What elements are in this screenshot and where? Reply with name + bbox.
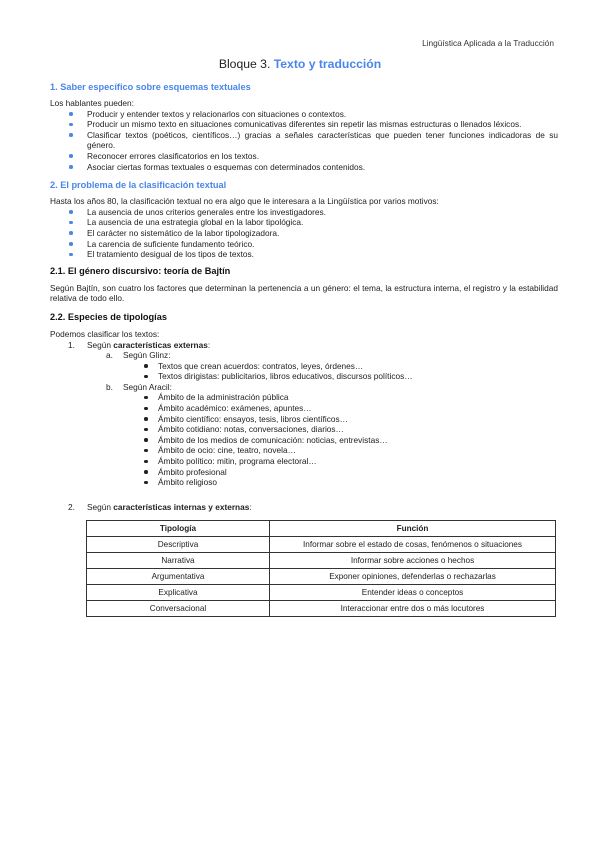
title-prefix: Bloque 3.: [218, 57, 271, 71]
glinz-list: [50, 361, 558, 382]
numbered-item-1: [50, 340, 558, 351]
list-item: Producir y entender textos y relacionarlos con situaciones o contextos.: [50, 109, 558, 120]
list-item: Ámbito cotidiano: notas, conversaciones, diarios…: [50, 424, 558, 435]
table-header-cell: Función: [270, 521, 556, 537]
table-row: [87, 601, 556, 617]
sub-item-letter: b.: [106, 381, 113, 392]
item-prefix: Según: [87, 339, 114, 350]
table-cell: Narrativa: [87, 553, 270, 569]
section-2-2-intro: Podemos clasificar los textos:: [50, 328, 160, 339]
section-2-1: [50, 266, 558, 304]
item-bold: características externas: [113, 339, 208, 350]
list-item: Asociar ciertas formas textuales o esquemas con determinados contenidos.: [50, 162, 558, 173]
section-1-intro: Los hablantes pueden:: [50, 98, 134, 108]
list-item: Ámbito académico: exámenes, apuntes…: [50, 403, 558, 414]
table-cell: Entender ideas o conceptos: [270, 585, 556, 601]
list-item: Textos que crean acuerdos: contratos, leyes, órdenes…: [50, 361, 558, 372]
section-1: [50, 82, 558, 172]
list-item: El tratamiento desigual de los tipos de textos.: [50, 249, 558, 260]
table-cell: Conversacional: [87, 601, 270, 617]
numbered-item-2: [50, 502, 558, 513]
list-item: Ámbito de los medios de comunicación: noticias, entrevistas…: [50, 435, 558, 446]
list-item: Ámbito político: mitin, programa electoral…: [50, 456, 558, 467]
list-item: Textos dirigistas: publicitarios, libros educativos, discursos políticos…: [50, 371, 558, 382]
item-prefix: Según: [87, 501, 114, 512]
document-body: [50, 82, 558, 617]
table-row: [87, 569, 556, 585]
section-2-list: [50, 207, 558, 260]
list-item: La carencia de suficiente fundamento teórico.: [50, 239, 558, 250]
section-2-2-heading: 2.2. Especies de tipologías: [50, 311, 167, 322]
list-item: El carácter no sistemático de la labor tipologizadora.: [50, 228, 558, 239]
sub-item-b: [50, 382, 558, 393]
table-header-row: [87, 521, 556, 537]
list-item: La ausencia de una estrategia global en la labor tipológica.: [50, 217, 558, 228]
aracil-list: [50, 392, 558, 487]
table-cell: Interaccionar entre dos o más locutores: [270, 601, 556, 617]
item-suffix: :: [207, 339, 211, 350]
section-2-intro: Hasta los años 80, la clasificación textual no era algo que le interesara a la Lingüística por varios motivos:: [50, 196, 439, 207]
item-suffix: :: [249, 501, 252, 512]
sub-item-label: Según Aracil:: [123, 381, 172, 392]
item-number: 1.: [68, 339, 75, 350]
sub-item-a: [50, 350, 558, 361]
table-cell: Descriptiva: [87, 537, 270, 553]
table-cell: Explicativa: [87, 585, 270, 601]
section-2: [50, 180, 558, 260]
document-title: [0, 57, 600, 71]
item-number: 2.: [68, 501, 75, 512]
table-cell: Argumentativa: [87, 569, 270, 585]
table-row: [87, 585, 556, 601]
list-item: Reconocer errores clasificatorios en los textos.: [50, 151, 558, 162]
table-cell: Informar sobre acciones o hechos: [270, 553, 556, 569]
table-cell: Informar sobre el estado de cosas, fenómenos o situaciones: [270, 537, 556, 553]
list-item: Producir un mismo texto en situaciones comunicativas diferentes sin repetir las mismas estructuras o llenados léxicos.: [50, 119, 558, 130]
list-item: Ámbito profesional: [50, 467, 558, 478]
sub-item-label: Según Glinz:: [123, 350, 171, 361]
section-1-list: [50, 109, 558, 173]
item-bold: características internas y externas: [113, 501, 250, 512]
list-item: Ámbito científico: ensayos, tesis, libros científicos…: [50, 414, 558, 425]
table-header-cell: Tipología: [87, 521, 270, 537]
title-accent: Texto y traducción: [273, 57, 382, 71]
list-item: La ausencia de unos criterios generales entre los investigadores.: [50, 207, 558, 218]
section-2-1-text: Según Bajtín, son cuatro los factores que determinan la pertenencia a un género: el tema, la estructura interna, el registro y la estabilidad relativa de todo ello.: [50, 282, 558, 304]
list-item: Clasificar textos (poéticos, científicos…) gracias a señales características que pueden tener funciones indicadoras de su género.: [50, 130, 558, 151]
sub-item-letter: a.: [106, 350, 113, 361]
typology-table: [86, 520, 556, 617]
section-2-2: [50, 312, 558, 618]
section-2-heading: 2. El problema de la clasificación textual: [50, 180, 227, 191]
list-item: Ámbito religioso: [50, 477, 558, 488]
section-1-heading: 1. Saber específico sobre esquemas textuales: [50, 82, 251, 92]
list-item: Ámbito de ocio: cine, teatro, novela…: [50, 445, 558, 456]
table-cell: Exponer opiniones, defenderlas o rechazarlas: [270, 569, 556, 585]
list-item: Ámbito de la administración pública: [50, 392, 558, 403]
table-row: [87, 553, 556, 569]
section-2-1-heading: 2.1. El género discursivo: teoría de Bajtín: [50, 265, 231, 276]
table-row: [87, 537, 556, 553]
running-header: Lingüística Aplicada a la Traducción: [422, 38, 554, 48]
